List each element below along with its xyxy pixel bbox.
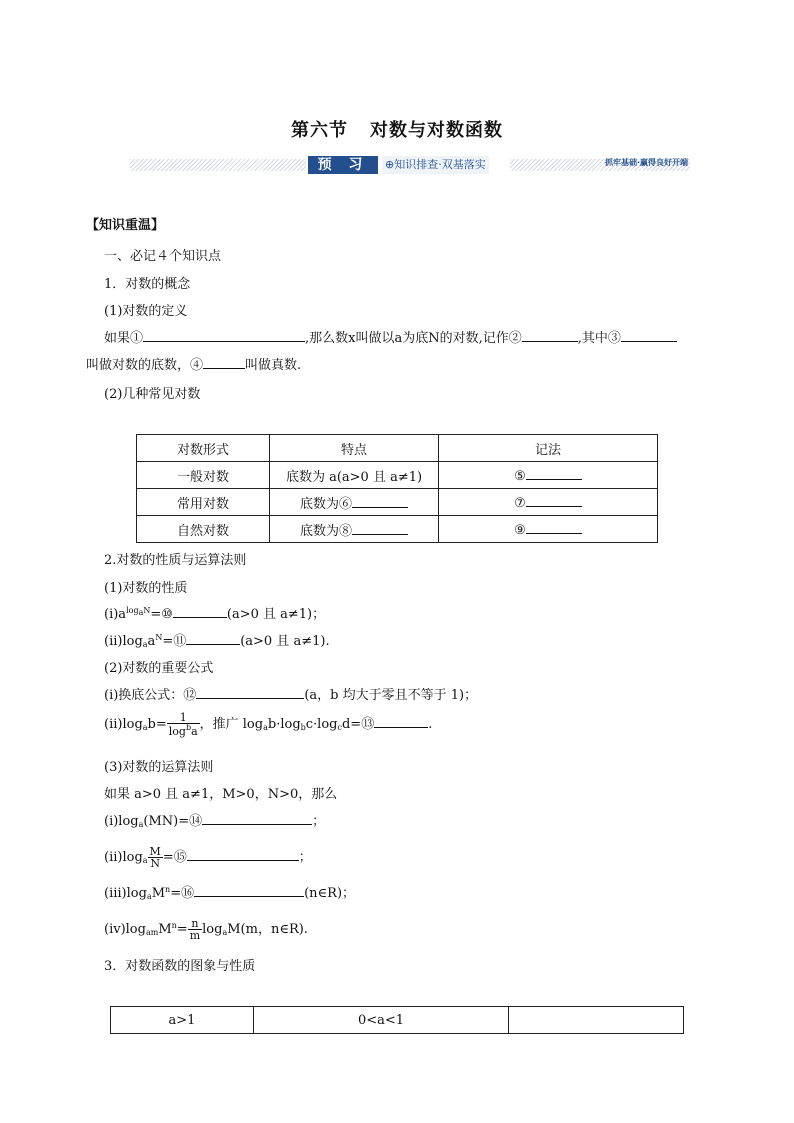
table-header: 0<a<1 xyxy=(254,1007,509,1034)
formula-reciprocal: $(ⅱ)\log_ab=$ $\frac{1}{\log^ba}$ ，推广 $\log_ab\cdot\log_bc\cdot\log_cd=⑬$ . xyxy=(104,711,433,738)
title-section: 第六节 xyxy=(291,120,348,141)
table-header-row xyxy=(137,435,658,462)
table-cell: 底数为⑧ xyxy=(270,516,439,543)
table-header: 对数形式 xyxy=(137,435,270,462)
line-properties-heading: 2.对数的性质与运算法则 xyxy=(104,553,247,568)
formula-rule-4: $(ⅳ)\log_{am}M^n=$ $\frac{n}{m}$ $\log_aM(m$，n∈R). xyxy=(104,917,308,942)
table-header: 特点 xyxy=(270,435,439,462)
preview-badge: 预 习 xyxy=(308,156,378,174)
page-title xyxy=(0,116,794,142)
blank-1 xyxy=(143,328,305,342)
banner-motto: 抓牢基础·赢得良好开端 xyxy=(604,158,688,167)
formula-rule-3: $(ⅲ)\log_aM^n=⑯$ (n∈R)； xyxy=(104,885,356,901)
formula-rule-1: $(ⅰ)\log_a(MN)=⑭$ ； xyxy=(104,810,325,829)
log-types-table xyxy=(136,434,658,543)
line-definition-text: 如果① ,那么数x叫做以a为底N的对数,记作② ,其中③ xyxy=(104,327,677,346)
formula-rule-2: $(ⅱ)\log_a$ $\frac{M}{N}$ =⑮ ； xyxy=(104,845,312,870)
blank-2 xyxy=(522,328,578,342)
table-header-row xyxy=(111,1007,684,1034)
table-row xyxy=(137,462,658,489)
line-concept: 1．对数的概念 xyxy=(104,277,191,292)
table-row xyxy=(137,489,658,516)
table-header: 记法 xyxy=(439,435,658,462)
formula-property-1: $(ⅰ)a^{log_aN}=⑩$ (a>0 且 a≠1)； xyxy=(104,606,326,622)
line-definition: (1)对数的定义 xyxy=(104,304,188,319)
blank-4 xyxy=(203,355,245,369)
line-properties: (1)对数的性质 xyxy=(104,581,188,596)
fraction: $\frac{n}{m}$ xyxy=(189,917,201,942)
table-header xyxy=(509,1007,684,1034)
table-row xyxy=(137,516,658,543)
table-cell: ⑤ xyxy=(439,462,658,489)
line-definition-cont: 叫做对数的底数，④ 叫做真数. xyxy=(86,354,301,373)
section-heading: 【知识重温】 xyxy=(86,218,165,233)
line-log-function: 3．对数函数的图象与性质 xyxy=(104,959,256,974)
table-header: a>1 xyxy=(111,1007,254,1034)
table-cell: 底数为 a(a>0 且 a≠1) xyxy=(270,462,439,489)
line-points: 一、必记４个知识点 xyxy=(104,249,222,264)
banner-subtitle: ⊕知识排查·双基落实 xyxy=(382,156,489,174)
banner-hatch-left xyxy=(130,159,306,171)
title-topic: 对数与对数函数 xyxy=(370,120,503,141)
table-cell: ⑨ xyxy=(439,516,658,543)
table-cell: ⑦ xyxy=(439,489,658,516)
line-conditions: 如果 a>0 且 a≠1，M>0，N>0，那么 xyxy=(104,787,338,802)
fraction: $\frac{M}{N}$ xyxy=(149,845,161,870)
table-cell: 底数为⑥ xyxy=(270,489,439,516)
blank-3 xyxy=(621,328,677,342)
formula-change-of-base: (ⅰ)换底公式：⑫ (a，b 均大于零且不等于 1)； xyxy=(104,684,477,703)
log-function-table xyxy=(110,1006,684,1034)
line-important-formulas: (2)对数的重要公式 xyxy=(104,661,214,676)
line-operation-rules: (3)对数的运算法则 xyxy=(104,760,214,775)
table-cell: 常用对数 xyxy=(137,489,270,516)
fraction: $\frac{1}{\log^ba}$ xyxy=(168,711,198,738)
table-cell: 自然对数 xyxy=(137,516,270,543)
table-cell: 一般对数 xyxy=(137,462,270,489)
section-banner xyxy=(130,156,690,174)
formula-property-2: $(ⅱ)\log_aa^N=⑪$ (a>0 且 a≠1). xyxy=(104,633,330,649)
line-common-logs: (2)几种常见对数 xyxy=(104,387,201,402)
